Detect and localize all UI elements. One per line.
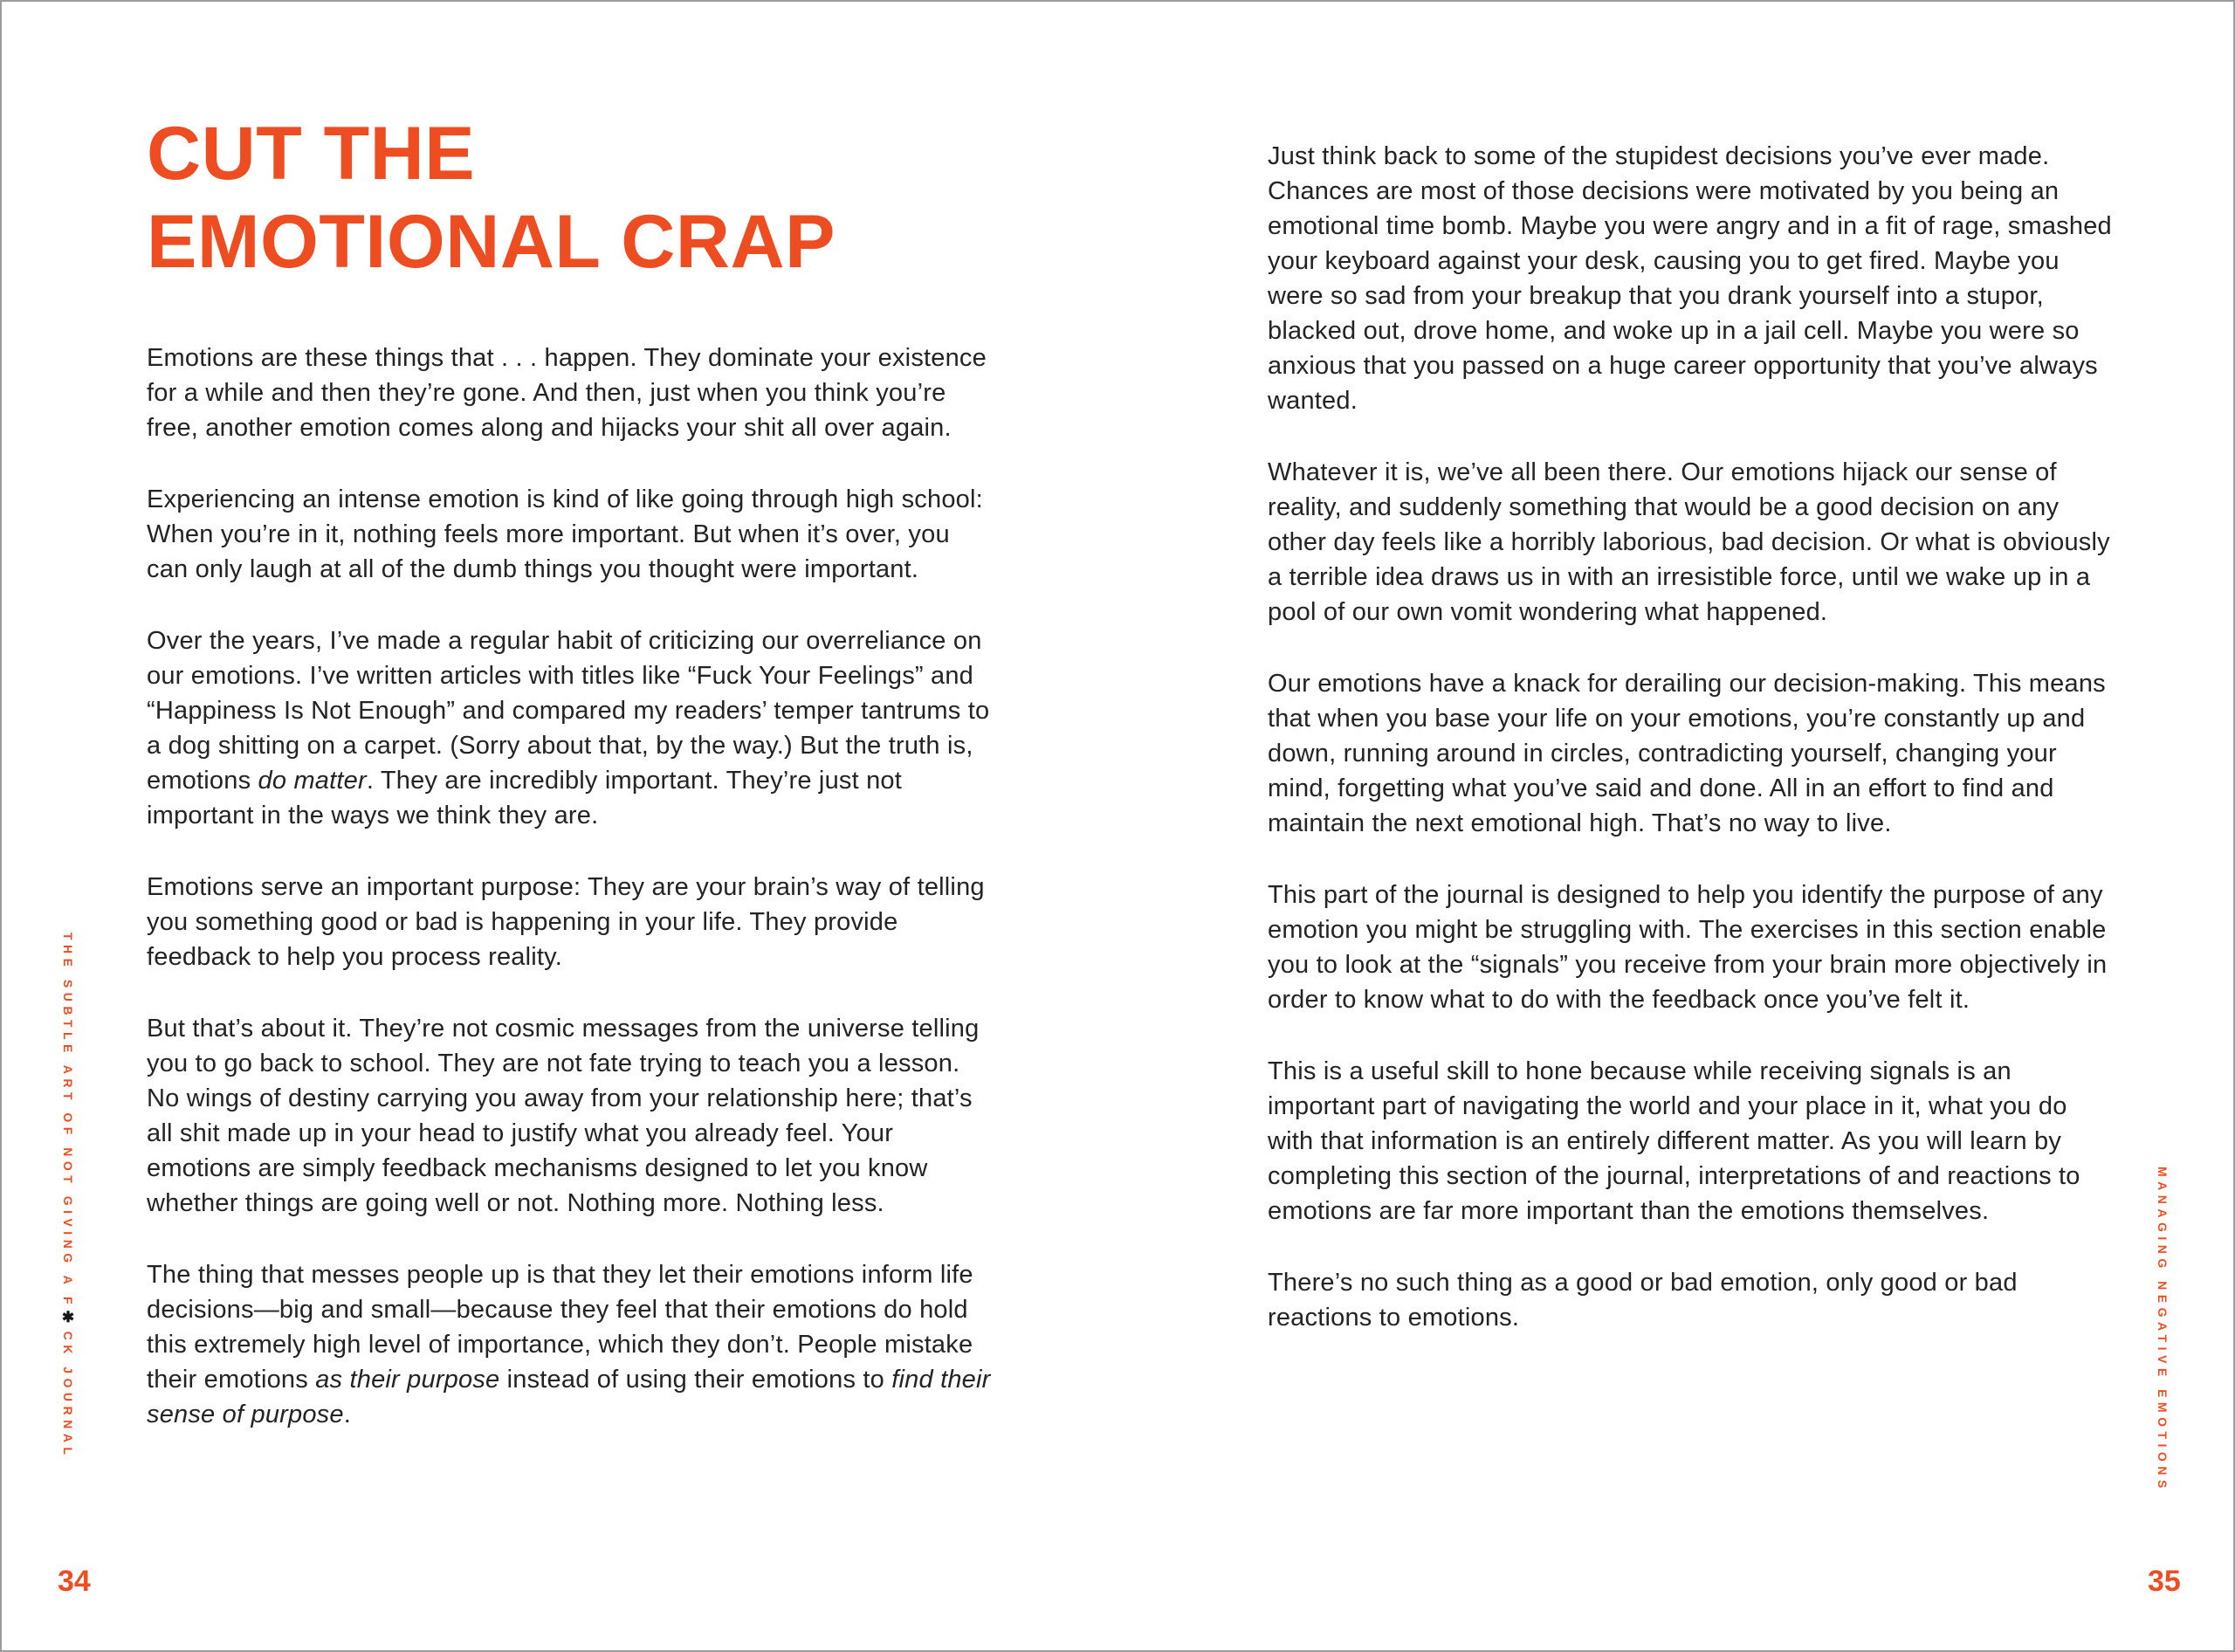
paragraph: Our emotions have a knack for derailing our decision-making. This means that when you base your life on your emotions, you’re constantly up and down, running around in circles, contradicting yourself, changing your mind, forgetting what you’ve said and done. All in an effort to find and maintain the next emotional high. That’s no way to live. xyxy=(1268,670,2106,837)
sidebar-text-before: THE SUBTLE ART OF NOT GIVING A F xyxy=(61,933,75,1310)
chapter-title xyxy=(147,110,1107,286)
page-number-right: 35 xyxy=(2148,1565,2181,1598)
paragraph: Emotions are these things that . . . happen. They dominate your existence for a while and then they’re gone. And then, just when you think you’re free, another emotion comes along and hijacks your shit all over again. xyxy=(147,344,987,442)
paragraph: Whatever it is, we’ve all been there. Our emotions hijack our sense of reality, and suddenly something that would be a good decision on any other day feels like a horribly laborious, bad decision. Or what is obviously a terrible idea draws us in with an irresistible force, until we wake up in a pool of our own vomit wondering what happened. xyxy=(1268,458,2110,626)
paragraph: But that’s about it. They’re not cosmic messages from the universe telling you to go back to school. They are not fate trying to teach you a lesson. No wings of destiny carrying you away from your relationship here; that’s all shit made up in your head to justify what you already feel. Your emotions are simply feedback mechanisms designed to let you know whether things are going well or not. Nothing more. Nothing less. xyxy=(147,1015,980,1217)
paragraph: Just think back to some of the stupidest decisions you’ve ever made. Chances are most of those decisions were motivated by you being an emotional time bomb. Maybe you were angry and in a fit of rage, smashed your keyboard against your desk, causing you to get fired. Maybe you were so sad from your breakup that you drank yourself into a stupor, blacked out, drove home, and woke up in a jail cell. Maybe you were so anxious that you passed on a huge career opportunity that you’ve always wanted. xyxy=(1268,142,2112,415)
right-page-body xyxy=(1268,139,2113,1372)
page-number-left: 34 xyxy=(58,1565,91,1598)
chapter-title-line-2: EMOTIONAL CRAP xyxy=(147,200,836,284)
paragraph: The thing that messes people up is that they let their emotions inform life decisions—big and small—because they feel that their emotions do hold this extremely high level of importance, which they don’t. People mistake their emotions as their purpose instead of using their emotions to find their sense of purpose. xyxy=(147,1261,991,1428)
paragraph: There’s no such thing as a good or bad emotion, only good or bad reactions to emotions. xyxy=(1268,1269,2018,1332)
sidebar-text-after: CK JOURNAL xyxy=(61,1331,75,1460)
asterisk-splat-icon: ✱ xyxy=(60,1309,77,1332)
chapter-title-line-1: CUT THE xyxy=(147,112,476,196)
right-sidebar-section-title: MANAGING NEGATIVE EMOTIONS xyxy=(2156,1167,2170,1493)
paragraph: Experiencing an intense emotion is kind of like going through high school: When you’re in it, nothing feels more important. But when it’s over, you can only laugh at all of the dumb things you thought were important. xyxy=(147,485,983,583)
paragraph: Emotions serve an important purpose: They are your brain’s way of telling you something good or bad is happening in your life. They provide feedback to help you process reality. xyxy=(147,873,985,971)
paragraph: This is a useful skill to hone because while receiving signals is an important part of navigating the world and your place in it, what you do with that information is an entirely different matter. As you will learn by completing this section of the journal, interpretations of and reactions to emotions are far more important than the emotions themselves. xyxy=(1268,1057,2080,1225)
left-sidebar-book-title xyxy=(61,933,76,1459)
paragraph: Over the years, I’ve made a regular habit of criticizing our overreliance on our emotions. I’ve written articles with titles like “Fuck Your Feelings” and “Happiness Is Not Enough” and compared my readers’ temper tantrums to a dog shitting on a carpet. (Sorry about that, by the way.) But the truth is, emotions do matter. They are incredibly important. They’re just not important in the ways we think they are. xyxy=(147,627,990,829)
left-page-body xyxy=(147,341,992,1469)
paragraph: This part of the journal is designed to help you identify the purpose of any emotion you might be struggling with. The exercises in this section enable you to look at the “signals” you receive from your brain more objectively in order to know what to do with the feedback once you’ve felt it. xyxy=(1268,881,2108,1014)
